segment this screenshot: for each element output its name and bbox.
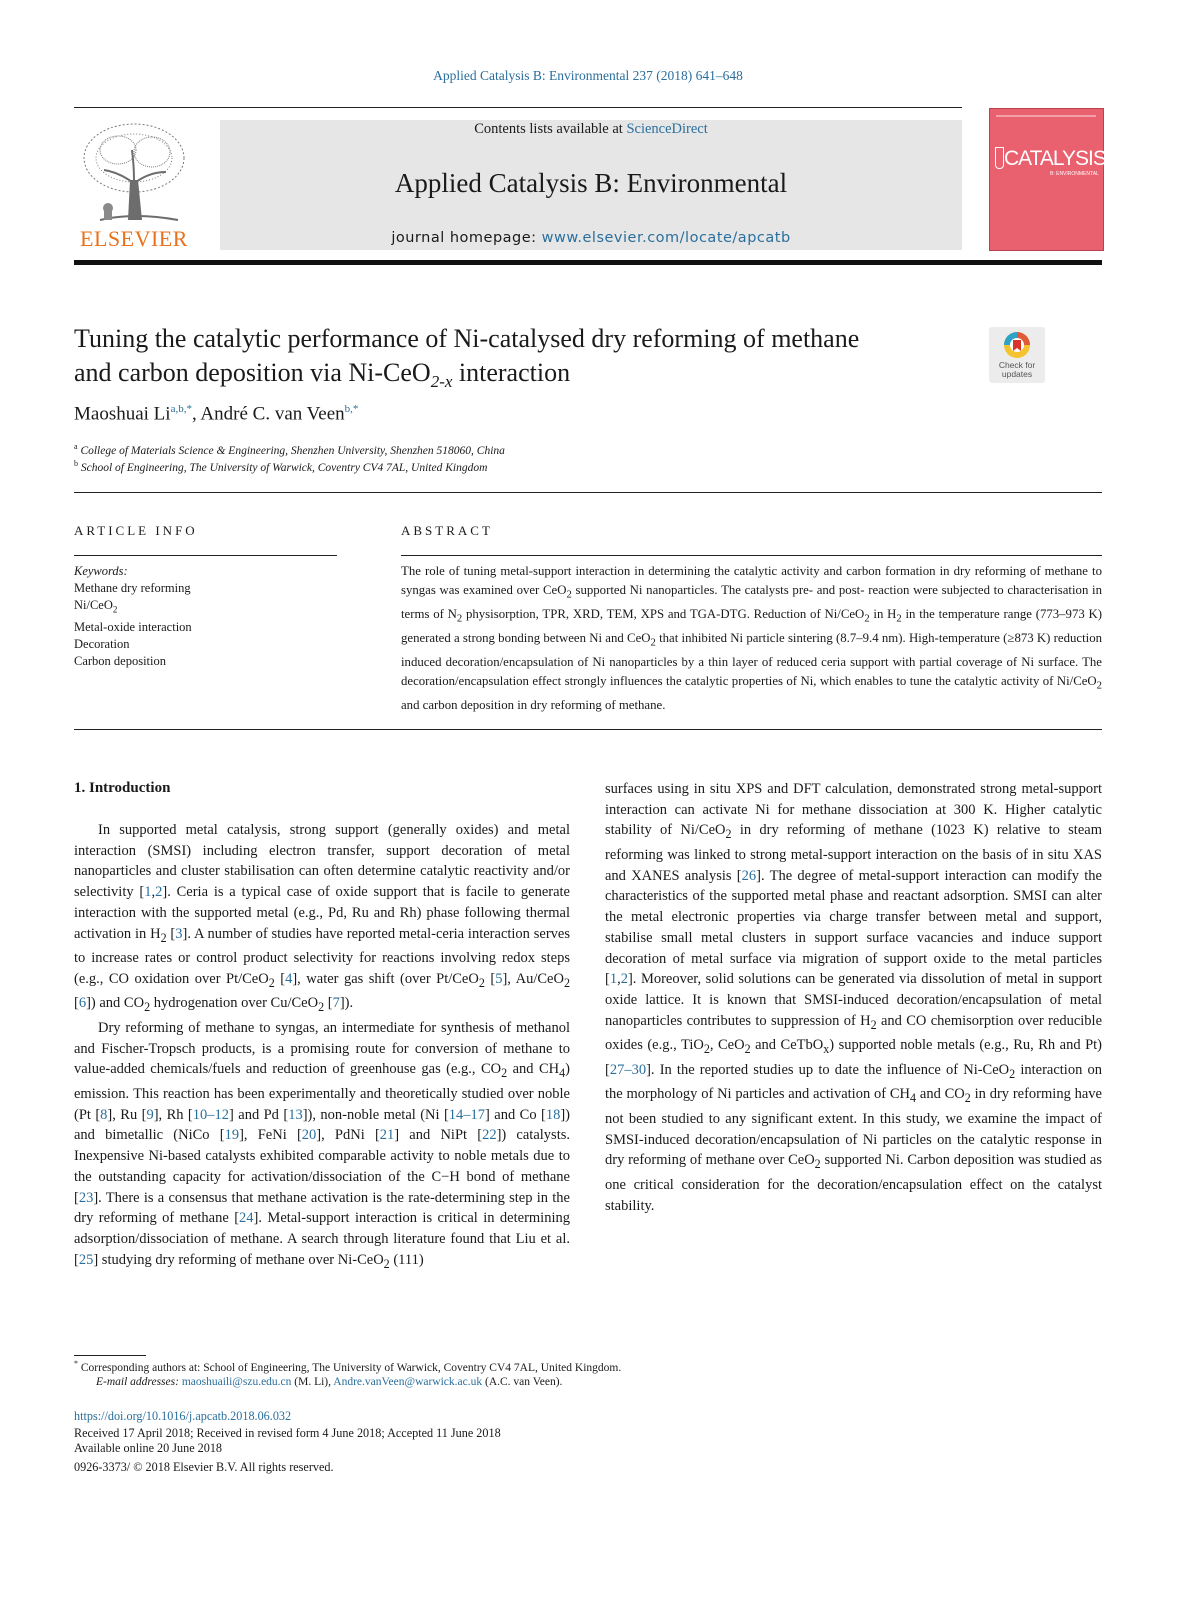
affiliation-b: $^b$ School of Engineering, The University of Warwick, Coventry CV4 7AL, United Kingdom: [74, 459, 488, 474]
author-name[interactable]: Maoshuai Li: [74, 403, 171, 425]
elsevier-wordmark: ELSEVIER: [80, 226, 188, 251]
journal-cover-image[interactable]: [989, 108, 1104, 251]
reference-link[interactable]: 1: [144, 884, 152, 901]
reference-link[interactable]: 27–30: [609, 1061, 647, 1078]
email-link[interactable]: Andre.vanVeen@warwick.ac.uk: [333, 1376, 483, 1388]
reference-link[interactable]: 20: [301, 1127, 317, 1144]
elsevier-logo[interactable]: [74, 118, 194, 250]
reference-link[interactable]: 23: [78, 1189, 94, 1206]
article-info-heading: ARTICLE INFO: [74, 523, 198, 538]
paragraph: Dry reforming of methane to syngas, an intermediate for synthesis of methanol and Fischer-Tropsch products, is a promising route for conversion of methane to value-added chemicals/fuels and reduction of greenhouse gas (e.g., $CO_2$ and $CH_4$) emission. This reaction has been experimentally and theoretically studied over noble (Pt [8], Ru [9], Rh [10–12] and Pd [13]), non-noble metal (Ni [14–17] and Co [18]) and bimetallic (NiCo [19], FeNi [20], PdNi [21] and NiPt [22]) catalysts. Inexpensive Ni-based catalysts exhibited comparable activity to noble metals due to the outstanding capacity for activation/dissociation of the C−H bond of methane [23]. There is a consensus that methane activation is the rate-determining step in the dry reforming of methane [24]. Metal-support interaction is critical in determining adsorption/dissociation of methane. A search through literature found that Liu et al. [25] studying dry reforming of methane over Ni-CeO$_2$ (111): [74, 1020, 570, 1271]
elsevier-tree-icon: [78, 120, 190, 228]
cover-stripe: [996, 115, 1096, 117]
corresponding-author-note: * Corresponding authors at: School of Engineering, The University of Warwick, Coventry CV4 7AL, United Kingdom.: [74, 1359, 622, 1374]
email-link[interactable]: maoshuaili@szu.edu.cn: [181, 1376, 292, 1388]
reference-link[interactable]: 14–17: [448, 1106, 486, 1123]
cover-title: CATALYSIS: [1004, 147, 1106, 170]
keywords-label: Keywords:: [74, 564, 128, 578]
journal-banner: [220, 120, 962, 250]
reference-link[interactable]: 7: [332, 995, 340, 1012]
keyword: Methane dry reforming: [74, 581, 191, 595]
keyword: Metal-oxide interaction: [74, 619, 192, 634]
keyword: Carbon deposition: [74, 653, 167, 668]
reference-link[interactable]: 25: [78, 1251, 94, 1268]
abstract-bottom-rule: [74, 729, 1102, 730]
introduction-heading: 1. Introduction: [74, 780, 171, 796]
abstract-rule: [401, 555, 1102, 556]
sciencedirect-link[interactable]: ScienceDirect: [626, 121, 708, 137]
affiliation-a: $^a$ College of Materials Science & Engineering, Shenzhen University, Shenzhen 518060, China: [74, 442, 505, 457]
reference-link[interactable]: 21: [379, 1127, 395, 1144]
copyright: 0926-3373/ © 2018 Elsevier B.V. All rights reserved.: [74, 1460, 334, 1474]
reference-link[interactable]: 6: [78, 995, 87, 1012]
reference-link[interactable]: 18: [545, 1106, 561, 1123]
reference-link[interactable]: 4: [285, 970, 293, 987]
contents-line: Contents lists available at ScienceDirect: [474, 121, 708, 137]
reference-link[interactable]: 22: [482, 1127, 497, 1144]
section-rule: [74, 492, 1102, 493]
keyword: Decoration: [74, 636, 130, 651]
reference-link[interactable]: 8: [100, 1106, 108, 1123]
reference-link[interactable]: 13: [288, 1106, 303, 1123]
footnote-rule: [74, 1355, 146, 1356]
header-thick-rule: [74, 260, 1102, 265]
crossmark-icon: [1003, 331, 1031, 359]
keyword: Ni/CeO$_2$: [74, 598, 118, 615]
reference-link[interactable]: 19: [224, 1127, 240, 1144]
journal-citation[interactable]: Applied Catalysis B: Environmental 237 (2018) 641–648: [433, 68, 743, 83]
abstract-text: The role of tuning metal-support interaction in determining the catalytic activity and carbon formation in dry reforming of methane to syngas was examined over CeO$_2$ supported Ni nanoparticles. The catalysts pre- and post- reaction were subjected to characterisation in terms of $N_2$ physisorption, TPR, XRD, TEM, XPS and TGA-DTG. Reduction of Ni/CeO$_2$ in $H_2$ in the temperature range (773–973 K) generated a strong bonding between Ni and CeO$_2$ that inhibited Ni particle sintering (8.7–9.4 nm). High-temperature (≥873 K) reduction induced decoration/encapsulation of Ni nanoparticles by a thin layer of reduced ceria support with partial coverage of Ni surface. The decoration/encapsulation effect strongly influences the catalytic properties of Ni, which enables to tune the catalytic activity of Ni/CeO$_2$ and carbon deposition in dry reforming of methane.: [401, 564, 1103, 713]
reference-link[interactable]: 2: [620, 971, 628, 988]
article-title: Tuning the catalytic performance of Ni-catalysed dry reforming of methane and carbon deposition via Ni-CeO$_{2-x}$ interaction: [74, 324, 860, 392]
reference-link[interactable]: 1: [609, 971, 618, 988]
received-dates: Received 17 April 2018; Received in revised form 4 June 2018; Accepted 11 June 2018: [74, 1426, 501, 1440]
reference-link[interactable]: 9: [146, 1106, 154, 1123]
journal-homepage: journal homepage: www.elsevier.com/locate/apcatb: [391, 230, 791, 246]
author-list: Maoshuai $Li^{a,b,*}$, André C. van Veen$^{b,*}$: [74, 403, 359, 425]
email-addresses: E-mail addresses: maoshuaili@szu.edu.cn (M. Li), Andre.vanVeen@warwick.ac.uk (A.C. van Veen).: [96, 1376, 563, 1388]
cover-vial-icon: [995, 147, 1004, 169]
reference-link[interactable]: 26: [741, 867, 757, 884]
paragraph: surfaces using in situ XPS and DFT calculation, demonstrated strong metal-support interaction can activate Ni for methane dissociation at 300 K. Higher catalytic stability of Ni/CeO$_2$ in dry reforming of methane (1023 K) relative to steam reforming was linked to strong metal-support interaction on the basis of in situ XAS and XANES analysis [26]. The degree of metal-support interaction can modify the characteristics of the supported metal phase and reactant adsorption. SMSI can alter the metal electronic properties via charge transfer between metal and support, stabilise small metal clusters in support surface vacancies and induce support decoration of metal surface via migration of support oxide to the metal particles [1,2]. Moreover, solid solutions can be generated via dissolution of metal in support oxide lattice. It is known that SMSI-induced decoration/encapsulation of metal nanoparticles contributes to suppression of $H_2$ and CO chemisorption over reducible oxides (e.g., TiO$_2$, CeO$_2$ and CeTbO$_x$) supported noble metals (e.g., Ru, Rh and Pt) [27–30]. In the reported studies up to date the influence of Ni-CeO$_2$ interaction on the morphology of Ni particles and activation of $CH_4$ and $CO_2$ in dry reforming have not been studied to any significant extent. In this study, we examine the impact of SMSI-induced decoration/encapsulation of Ni particles on the catalytic response in dry reforming of methane over CeO$_2$ supported Ni. Carbon deposition was studied as one critical consideration for the decoration/encapsulation effect on the catalyst stability.: [605, 781, 1103, 1214]
body-column-right: [605, 779, 1102, 1216]
journal-title: Applied Catalysis B: Environmental: [394, 168, 788, 198]
reference-link[interactable]: 10–12: [192, 1106, 230, 1123]
journal-homepage-link[interactable]: www.elsevier.com/locate/apcatb: [541, 230, 791, 246]
reference-link[interactable]: 3: [175, 925, 183, 942]
keywords-list: [74, 580, 192, 670]
header-rule: [74, 107, 962, 108]
article-info-rule: [74, 555, 337, 556]
reference-link[interactable]: 5: [495, 970, 503, 987]
reference-link[interactable]: 24: [239, 1210, 254, 1227]
available-online-date: Available online 20 June 2018: [74, 1441, 223, 1455]
paragraph: In supported metal catalysis, strong support (generally oxides) and metal interaction (SMSI) including electron transfer, support decoration of metal nanoparticles and cluster stabilisation can often determine catalytic reactivity and/or selectivity [1,2]. Ceria is a typical case of oxide support that is facile to generate interaction with the supported metal (e.g., Pd, Ru and Rh) phase following thermal activation in $H_2$ [3]. A number of studies have reported metal-ceria interaction serves to increase rates or control product selectivity for reactions involving redox steps (e.g., CO oxidation over Pt/CeO$_2$ [4], water gas shift (over Pt/CeO$_2$ [5], Au/CeO$_2$ [6]) and $CO_2$ hydrogenation over Cu/CeO$_2$ [7]).: [74, 822, 570, 1015]
check-for-updates-button[interactable]: Check for updates: [989, 327, 1045, 383]
abstract-heading: ABSTRACT: [401, 523, 493, 538]
author-name[interactable]: André C. van Veen: [200, 403, 345, 425]
body-column-left: [74, 820, 570, 1274]
doi-link[interactable]: https://doi.org/10.1016/j.apcatb.2018.06.032: [74, 1409, 292, 1423]
cover-subtitle: B: ENVIRONMENTAL: [1050, 171, 1099, 177]
reference-link[interactable]: 2: [155, 884, 163, 901]
